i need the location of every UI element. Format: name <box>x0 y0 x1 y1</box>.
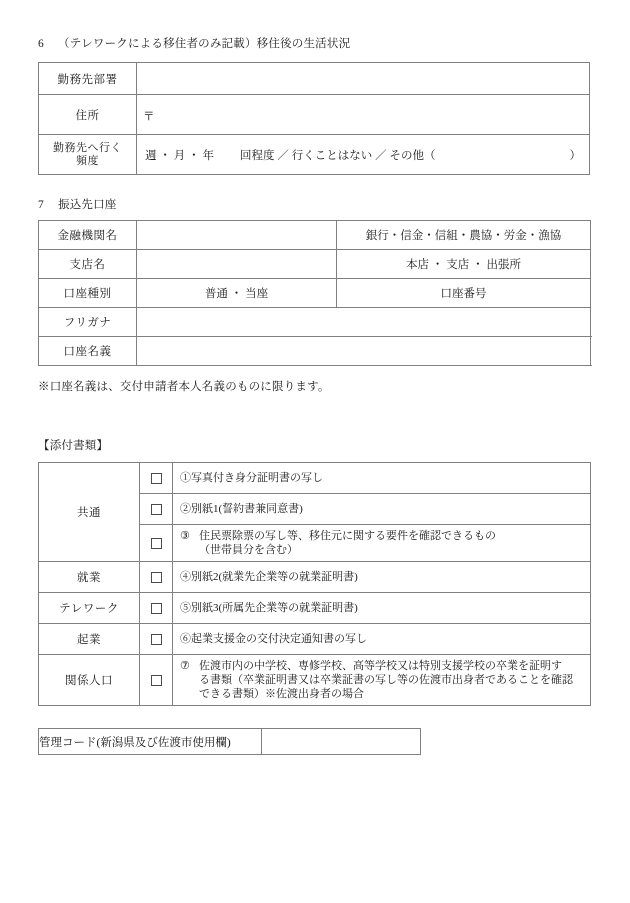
bank-account-footnote <box>38 380 330 395</box>
category-label-telework: テレワーク <box>59 603 119 616</box>
item-text-7-line-3: できる書類）※佐渡出身者の場合 <box>199 688 364 701</box>
checkbox-icon-5[interactable] <box>151 603 162 614</box>
table-row-address <box>39 95 590 135</box>
checkbox-cell-5[interactable] <box>140 593 173 624</box>
section-title-living: （テレワークによる移住者のみ記載）移住後の生活状況 <box>58 38 351 50</box>
category-label-related-population: 関係人口 <box>65 675 113 688</box>
item-marker-2: ② <box>180 503 191 515</box>
checkbox-cell-1[interactable] <box>140 463 173 494</box>
item-text-4-line-1: 別紙2(就業先企業等の就業証明書) <box>191 571 358 584</box>
table-row-attachment-5 <box>39 593 591 624</box>
address-label: 住所 <box>75 109 100 122</box>
document-cell-4 <box>173 562 591 593</box>
account-name-label: 口座名義 <box>63 346 112 358</box>
category-cell-employment <box>39 562 140 593</box>
management-code-label: 管理コード(新潟県及び佐渡市使用欄) <box>39 736 231 749</box>
furigana-label-cell <box>39 308 137 337</box>
section-number-living: 6 <box>38 38 44 50</box>
document-text-1 <box>173 463 590 493</box>
commute-frequency-options-row <box>137 147 589 163</box>
institution-type-cell[interactable] <box>337 221 591 250</box>
document-cell-1 <box>173 463 591 494</box>
document-cell-3 <box>173 525 591 562</box>
commute-frequency-close-paren: ） <box>569 149 581 162</box>
checkbox-icon-4[interactable] <box>151 572 162 583</box>
account-type-options: 普通 ・ 当座 <box>204 288 269 300</box>
item-text-3-line-2: （世帯員分を含む） <box>199 544 298 557</box>
management-code-label-cell <box>39 729 262 755</box>
commute-frequency-period-options[interactable]: 週 ・ 月 ・ 年 <box>145 149 214 162</box>
table-row-account-name <box>39 337 591 366</box>
table-row-institution <box>39 221 591 250</box>
item-text-7-line-2: る書類（卒業証明書又は卒業証書の写し等の佐渡市出身者であることを確認 <box>199 674 573 687</box>
branch-label: 支店名 <box>69 259 106 271</box>
institution-input-cell[interactable] <box>137 221 337 250</box>
table-row-attachment-1 <box>39 463 591 494</box>
item-text-1-line-1: 写真付き身分証明書の写し <box>191 472 323 484</box>
document-cell-6 <box>173 624 591 655</box>
table-row-furigana <box>39 308 591 337</box>
document-text-3 <box>173 525 590 561</box>
section-heading-living <box>38 38 350 52</box>
document-cell-2 <box>173 494 591 525</box>
account-number-label: 口座番号 <box>440 288 487 300</box>
table-row-attachment-7 <box>39 655 591 706</box>
living-situation-table <box>38 62 590 175</box>
document-cell-5 <box>173 593 591 624</box>
account-number-label-cell <box>337 279 591 308</box>
item-text-3-line-1: 住民票除票の写し等、移住元に関する要件を確認できるもの <box>199 530 496 542</box>
section-number-bank: 7 <box>38 199 44 211</box>
item-marker-5: ⑤ <box>180 602 191 615</box>
category-cell-startup <box>39 624 140 655</box>
document-text-5 <box>173 593 590 623</box>
commute-frequency-label-cell <box>39 135 137 175</box>
checkbox-icon-1[interactable] <box>151 473 162 484</box>
commute-frequency-input-cell[interactable] <box>137 135 590 175</box>
workplace-dept-label-cell <box>39 63 137 95</box>
checkbox-cell-4[interactable] <box>140 562 173 593</box>
workplace-dept-label: 勤務先部署 <box>57 73 118 86</box>
postal-code-mark: 〒 <box>143 111 155 123</box>
category-label-common: 共通 <box>77 507 101 520</box>
item-text-7-line-1: 佐渡市内の中学校、専修学校、高等学校又は特別支援学校の卒業を証明す <box>199 660 562 673</box>
item-marker-3: ③ <box>180 530 190 542</box>
section-title-bank: 振込先口座 <box>58 199 117 211</box>
category-cell-common <box>39 463 140 562</box>
item-marker-4: ④ <box>180 571 191 584</box>
item-text-2-line-1: 別紙1(誓約書兼同意書) <box>191 503 303 515</box>
institution-type-options: 銀行・信金・信組・農協・労金・漁協 <box>365 230 562 242</box>
commute-frequency-label-line1: 勤務先へ行く <box>53 141 122 154</box>
checkbox-icon-3[interactable] <box>151 538 162 549</box>
category-cell-telework <box>39 593 140 624</box>
commute-frequency-other-text[interactable]: 回程度 ／ 行くことはない ／ その他（ <box>240 149 436 162</box>
table-row-workplace-dept <box>39 63 590 95</box>
item-marker-1: ① <box>180 472 191 484</box>
category-label-startup: 起業 <box>77 634 101 647</box>
commute-frequency-label-line2: 頻度 <box>76 154 99 167</box>
item-marker-6: ⑥ <box>180 633 191 646</box>
institution-label: 金融機関名 <box>57 230 118 242</box>
attachments-title: 【添付書類】 <box>38 440 109 452</box>
management-code-table <box>38 728 421 755</box>
account-type-options-cell[interactable] <box>137 279 337 308</box>
checkbox-icon-7[interactable] <box>151 675 162 686</box>
category-label-employment: 就業 <box>77 572 101 585</box>
document-text-4 <box>173 562 590 592</box>
section-heading-bank <box>38 199 117 213</box>
branch-type-options: 本店 ・ 支店 ・ 出張所 <box>406 259 521 271</box>
bank-account-footnote-text: ※口座名義は、交付申請者本人名義のものに限ります。 <box>38 381 330 393</box>
checkbox-icon-2[interactable] <box>151 504 162 515</box>
category-cell-related-population <box>39 655 140 706</box>
document-text-7 <box>173 655 590 705</box>
furigana-input-cell[interactable] <box>137 308 591 337</box>
document-cell-7 <box>173 655 591 706</box>
branch-type-cell[interactable] <box>337 250 591 279</box>
table-row-account-type <box>39 279 591 308</box>
checkbox-cell-6[interactable] <box>140 624 173 655</box>
address-input-cell[interactable] <box>137 95 590 135</box>
management-code-input-cell[interactable] <box>262 729 421 755</box>
item-text-6-line-1: 起業支援金の交付決定通知書の写し <box>191 633 367 646</box>
account-type-label-cell <box>39 279 137 308</box>
checkbox-cell-7[interactable] <box>140 655 173 706</box>
table-row-attachment-4 <box>39 562 591 593</box>
table-row-attachment-6 <box>39 624 591 655</box>
document-text-6 <box>173 624 590 654</box>
account-name-input-cell[interactable] <box>137 337 591 366</box>
attachments-heading <box>38 440 108 454</box>
item-text-5-line-1: 別紙3(所属先企業等の就業証明書) <box>191 602 358 615</box>
checkbox-icon-6[interactable] <box>151 634 162 645</box>
checkbox-cell-2[interactable] <box>140 494 173 525</box>
item-marker-7: ⑦ <box>180 660 190 673</box>
bank-account-table <box>38 220 591 366</box>
table-row-branch <box>39 250 591 279</box>
account-name-label-cell <box>39 337 137 366</box>
table-row-commute-frequency <box>39 135 590 175</box>
checkbox-cell-3[interactable] <box>140 525 173 562</box>
branch-label-cell <box>39 250 137 279</box>
table-row-management-code <box>39 729 421 755</box>
document-text-2 <box>173 494 590 524</box>
address-label-cell <box>39 95 137 135</box>
furigana-label: フリガナ <box>63 317 112 329</box>
institution-label-cell <box>39 221 137 250</box>
attachments-table <box>38 462 591 706</box>
account-type-label: 口座種別 <box>63 288 112 300</box>
workplace-dept-input-cell[interactable] <box>137 63 590 95</box>
branch-input-cell[interactable] <box>137 250 337 279</box>
